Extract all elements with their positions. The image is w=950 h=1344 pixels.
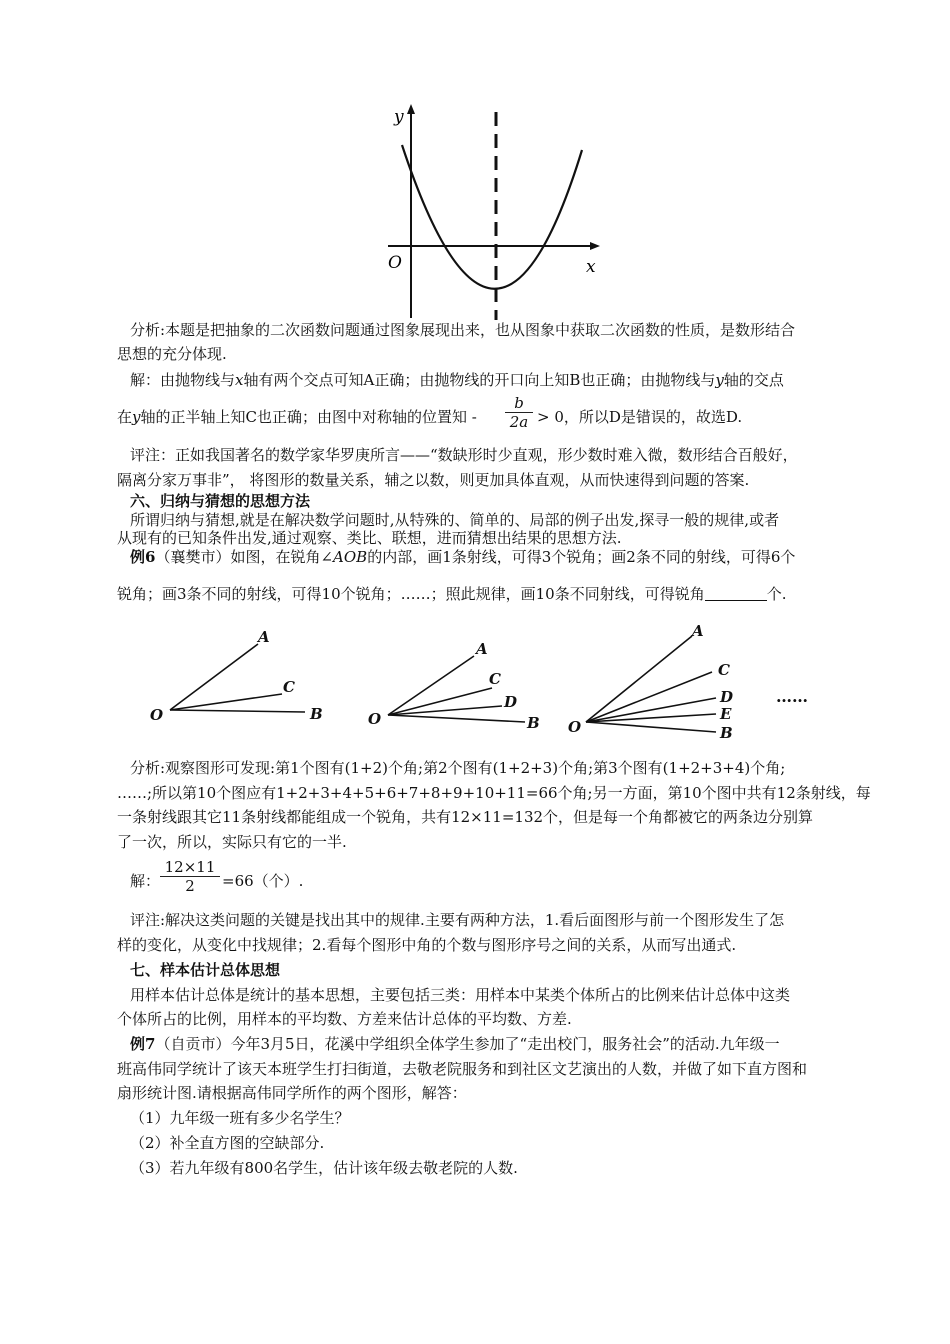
fraction6-denominator: 2 (185, 877, 195, 895)
fig3-label-e: E (720, 705, 732, 723)
example6-text-a: （襄樊市）如图，在锐角 (155, 548, 321, 566)
fig3-label-o: O (568, 718, 582, 736)
fig3-label-d: D (720, 688, 734, 706)
example7-question2: （2）补全直方图的空缺部分. (130, 1134, 325, 1152)
fig1-label-b: B (310, 705, 323, 723)
fraction-b-over-2a (505, 394, 533, 431)
fig3-label-b: B (720, 724, 733, 742)
y-axis-arrow (407, 104, 415, 114)
example7-line1 (130, 1033, 870, 1055)
section7-line2: 个体所占的比例，用样本的平均数、方差来估计总体的平均数、方差. (117, 1010, 572, 1028)
fig1-label-a: A (258, 628, 270, 646)
analysis1-line2: 思想的充分体现. (117, 345, 227, 363)
example6-text-d: 个. (766, 585, 787, 603)
example6-text-c: 锐角；画3条不同的射线，可得10个锐角；……；照此规律，画10条不同射线，可得锐角 (117, 585, 705, 603)
fraction-denominator: 2a (509, 413, 529, 431)
fig2-label-c: C (489, 670, 501, 688)
comment6-line2: 样的变化，从变化中找规律；2.看每个图形中角的个数与图形序号之间的关系，从而写出通式. (117, 936, 737, 954)
fig2-label-d: D (504, 693, 518, 711)
fig2-label-a: A (476, 640, 488, 658)
solution1-text-b: 轴有两个交点可知A正确；由抛物线的开口向上知B也正确；由抛物线与 (243, 371, 716, 389)
continuation-dots: …… (776, 687, 808, 706)
solution1-text-c: 轴的交点 (723, 371, 784, 389)
fraction-12x11-over-2 (160, 858, 220, 895)
analysis1-line1: 分析:本题是把抽象的二次函数问题通过图象展现出来，也从图象中获取二次函数的性质，是数形结合 (130, 321, 796, 339)
example7-question3: （3）若九年级有800名学生，估计该年级去敬老院的人数. (130, 1159, 518, 1177)
solution1-text-a: 解：由抛物线与 (130, 371, 236, 389)
angle-aob: ∠AOB (320, 548, 368, 566)
solution6-result: =66（个）. (222, 872, 304, 890)
example6-label: 例6 (130, 548, 156, 566)
comment6-line1: 评注:解决这类问题的关键是找出其中的规律.主要有两种方法，1.看后面图形与前一个图形发生了怎 (130, 911, 785, 929)
y-label: y (394, 107, 404, 127)
fraction-numerator: b (514, 394, 524, 412)
fig1-label-o: O (150, 706, 164, 724)
rays-figure-3 (586, 636, 716, 732)
section6-line1: 所谓归纳与猜想,就是在解决数学问题时,从特殊的、简单的、局部的例子出发,探寻一般的规律,或者 (130, 511, 780, 529)
analysis6-line1: 分析:观察图形可发现:第1个图有(1+2)个角;第2个图有(1+2+3)个角;第3个图有(1+2+3+4)个角; (130, 759, 786, 777)
parabola-figure (380, 100, 605, 320)
section6-heading: 六、归纳与猜想的思想方法 (130, 492, 311, 510)
var-y: y (715, 371, 724, 389)
example7-label: 例7 (130, 1035, 156, 1053)
example7-text: （自贡市）今年3月5日，花溪中学组织全体学生参加了“走出校门，服务社会”的活动.九年级一 (155, 1035, 780, 1053)
example7-question1: （1）九年级一班有多少名学生？ (130, 1109, 350, 1127)
fig2-label-b: B (527, 714, 540, 732)
section6-line2: 从现有的已知条件出发,通过观察、类比、联想，进而猜想出结果的思想方法. (117, 529, 622, 547)
analysis6-line2: ……;所以第10个图应有1+2+3+4+5+6+7+8+9+10+11=66个角;另一方面，第10个图中共有12条射线，每 (117, 784, 871, 802)
comment1-line2: 隔离分家万事非”， 将图形的数量关系，辅之以数，则更加具体直观，从而快速得到问题的答案. (117, 471, 750, 489)
var-x: x (235, 371, 244, 389)
solution1-text-d: 在 (117, 408, 133, 426)
x-axis-arrow (590, 242, 600, 250)
solution1-conclusion: > 0，所以D是错误的，故选D. (537, 408, 743, 426)
comment1-line1: 评注：正如我国著名的数学家华罗庚所言——“数缺形时少直观，形少数时难入微，数形结合百般好， (130, 446, 798, 464)
section7-line1: 用样本估计总体是统计的基本思想，主要包括三类：用样本中某类个体所占的比例来估计总体中这类 (130, 986, 791, 1004)
x-label: x (586, 257, 596, 277)
fig2-label-o: O (368, 710, 382, 728)
origin-label: O (388, 253, 402, 273)
rays-figure (140, 618, 840, 750)
example6-line1 (130, 546, 870, 568)
example6-line2 (117, 583, 857, 605)
answer-blank[interactable] (705, 586, 767, 601)
fig3-label-a: A (692, 622, 704, 640)
example6-text-b: 的内部，画1条射线，可得3个锐角；画2条不同的射线，可得6个 (367, 548, 796, 566)
var-y2: y (132, 408, 141, 426)
parabola-curve (402, 145, 582, 289)
rays-figure-2 (388, 656, 525, 722)
fraction6-numerator: 12×11 (164, 858, 216, 876)
section7-heading: 七、样本估计总体思想 (130, 961, 281, 979)
example7-line3: 扇形统计图.请根据高伟同学所作的两个图形，解答： (117, 1084, 467, 1102)
fig3-label-c: C (718, 661, 730, 679)
solution6-label: 解： (130, 872, 161, 890)
fig1-label-c: C (283, 678, 295, 696)
solution1-text-e: 轴的正半轴上知C也正确；由图中对称轴的位置知 - (140, 408, 477, 426)
solution1-line1 (130, 369, 870, 391)
analysis6-line3: 一条射线跟其它11条射线都能组成一个锐角，共有12×11=132个，但是每一个角都被它的两条边分别算 (117, 808, 814, 826)
analysis6-line4: 了一次，所以，实际只有它的一半. (117, 833, 347, 851)
example7-line2: 班高伟同学统计了该天本班学生打扫街道，去敬老院服务和到社区文艺演出的人数，并做了如下直方图和 (117, 1060, 808, 1078)
